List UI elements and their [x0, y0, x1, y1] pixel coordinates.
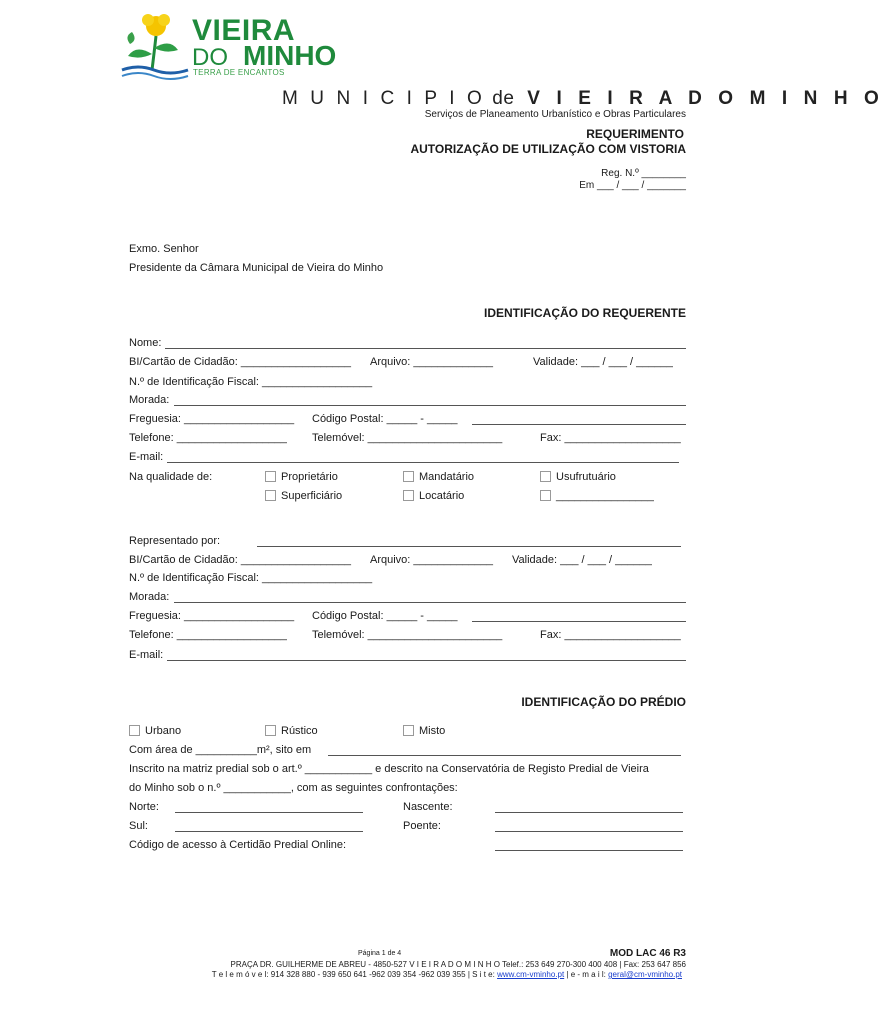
- field-freguesia[interactable]: Freguesia: __________________: [129, 413, 295, 425]
- field-norte[interactable]: [175, 812, 363, 813]
- checkbox-urbano[interactable]: [129, 725, 140, 736]
- addressee-salutation: Exmo. Senhor: [129, 243, 199, 255]
- footer-contacts: [212, 970, 682, 979]
- field-sito-em[interactable]: [328, 755, 681, 756]
- logo-text-vieira: VIEIRA: [192, 14, 296, 47]
- page-number: Página 1 de 4: [358, 950, 402, 957]
- rep-field-arquivo[interactable]: Arquivo: _____________: [370, 554, 493, 566]
- rep-field-freguesia[interactable]: Freguesia: __________________: [129, 610, 295, 622]
- title-municipio: M U N I C I P I O: [282, 88, 486, 109]
- field-inscrito[interactable]: Inscrito na matriz predial sob o art.º ___________ e descrito na Conservatória de Registo Predial de Vieira: [129, 763, 649, 775]
- option-rustico: Rústico: [281, 725, 318, 737]
- footer-site-link[interactable]: www.cm-vminho.pt: [497, 970, 565, 979]
- municipality-title: [282, 88, 884, 110]
- label-codigo-acesso: Código de acesso à Certidão Predial Online:: [129, 839, 347, 851]
- field-telemovel[interactable]: Telemóvel: ______________________: [312, 432, 503, 444]
- rep-field-bi[interactable]: BI/Cartão de Cidadão: __________________: [129, 554, 352, 566]
- field-morada[interactable]: [174, 405, 686, 406]
- label-email: E-mail:: [129, 451, 164, 463]
- checkbox-mandatario[interactable]: [403, 471, 414, 482]
- checkbox-outro[interactable]: [540, 490, 551, 501]
- rep-field-telefone[interactable]: Telefone: __________________: [129, 629, 287, 641]
- label-nome: Nome:: [129, 337, 162, 349]
- label-nascente: Nascente:: [403, 801, 453, 813]
- form-code: MOD LAC 46 R3: [609, 948, 686, 959]
- registration-number: Reg. N.º ________: [601, 168, 686, 179]
- department-subtitle: Serviços de Planeamento Urbanístico e Obras Particulares: [424, 109, 686, 120]
- option-locatario: Locatário: [419, 490, 465, 502]
- field-nif[interactable]: N.º de Identificação Fiscal: __________________: [129, 376, 373, 388]
- field-localidade[interactable]: [472, 424, 686, 425]
- field-sul[interactable]: [175, 831, 363, 832]
- label-qualidade: Na qualidade de:: [129, 471, 213, 483]
- option-misto: Misto: [419, 725, 446, 737]
- rep-field-morada[interactable]: [174, 602, 686, 603]
- footer-address: PRAÇA DR. GUILHERME DE ABREU - 4850-527 V I E I R A D O M I N H O Telef.: 253 649 270-300 400 408 | Fax: 253 647 856: [230, 960, 686, 969]
- option-mandatario: Mandatário: [419, 471, 475, 483]
- rep-label-email: E-mail:: [129, 649, 164, 661]
- section-title-requerente: IDENTIFICAÇÃO DO REQUERENTE: [483, 306, 686, 320]
- checkbox-locatario[interactable]: [403, 490, 414, 501]
- addressee-name: Presidente da Câmara Municipal de Vieira do Minho: [129, 262, 384, 274]
- field-telefone[interactable]: Telefone: __________________: [129, 432, 287, 444]
- footer-email-label: | e - m a i l:: [566, 970, 606, 979]
- field-fax[interactable]: Fax: ___________________: [540, 432, 681, 444]
- logo-text-do: DO: [192, 44, 228, 71]
- field-validade[interactable]: Validade: ___ / ___ / ______: [533, 356, 673, 368]
- label-poente: Poente:: [403, 820, 441, 832]
- field-registo-predial[interactable]: do Minho sob o n.º ___________, com as seguintes confrontações:: [129, 782, 458, 794]
- field-email[interactable]: [167, 462, 679, 463]
- municipality-logo: [118, 14, 337, 82]
- title-de: de: [492, 88, 515, 109]
- checkbox-usufrutuario[interactable]: [540, 471, 551, 482]
- registration-date: Em ___ / ___ / _______: [579, 180, 686, 191]
- rep-field-email[interactable]: [167, 660, 686, 661]
- checkbox-rustico[interactable]: [265, 725, 276, 736]
- section-title-predio: IDENTIFICAÇÃO DO PRÉDIO: [521, 695, 686, 709]
- label-norte: Norte:: [129, 801, 159, 813]
- checkbox-superficiario[interactable]: [265, 490, 276, 501]
- title-name: V I E I R A D O M I N H O: [527, 88, 884, 109]
- label-morada: Morada:: [129, 394, 170, 406]
- field-nascente[interactable]: [495, 812, 683, 813]
- checkbox-misto[interactable]: [403, 725, 414, 736]
- rep-field-localidade[interactable]: [472, 621, 686, 622]
- footer-email-link[interactable]: geral@cm-vminho.pt: [608, 970, 682, 979]
- option-usufrutuario: Usufrutuário: [556, 471, 616, 483]
- field-codigo-postal[interactable]: Código Postal: _____ - _____: [312, 413, 458, 425]
- footer-telemovel: T e l e m ó v e l: 914 328 880 - 939 650 641 -962 039 354 -962 039 355 | S i t e:: [211, 970, 495, 979]
- rep-field-validade[interactable]: Validade: ___ / ___ / ______: [512, 554, 652, 566]
- rep-field-nif[interactable]: N.º de Identificação Fiscal: __________________: [129, 572, 373, 584]
- option-urbano: Urbano: [145, 725, 182, 737]
- label-representado: Representado por:: [129, 535, 221, 547]
- flower-emblem-icon: [118, 14, 190, 82]
- rep-field-fax[interactable]: Fax: ___________________: [540, 629, 681, 641]
- option-outro[interactable]: ________________: [556, 490, 654, 502]
- field-bi[interactable]: BI/Cartão de Cidadão: __________________: [129, 356, 352, 368]
- request-title: REQUERIMENTO: [586, 127, 684, 141]
- checkbox-proprietario[interactable]: [265, 471, 276, 482]
- field-nome[interactable]: [165, 348, 686, 349]
- field-representado[interactable]: [257, 546, 681, 547]
- rep-field-telemovel[interactable]: Telemóvel: ______________________: [312, 629, 503, 641]
- request-subtitle: AUTORIZAÇÃO DE UTILIZAÇÃO COM VISTORIA: [410, 142, 686, 156]
- rep-field-codigo-postal[interactable]: Código Postal: _____ - _____: [312, 610, 458, 622]
- label-sul: Sul:: [129, 820, 148, 832]
- field-area[interactable]: Com área de __________m², sito em: [129, 744, 312, 756]
- field-codigo-acesso[interactable]: [495, 850, 683, 851]
- logo-tagline: TERRA DE ENCANTOS: [193, 68, 285, 77]
- field-arquivo[interactable]: Arquivo: _____________: [370, 356, 493, 368]
- logo-text-minho: MINHO: [243, 40, 337, 71]
- option-superficiario: Superficiário: [281, 490, 343, 502]
- option-proprietario: Proprietário: [281, 471, 338, 483]
- field-poente[interactable]: [495, 831, 683, 832]
- rep-label-morada: Morada:: [129, 591, 170, 603]
